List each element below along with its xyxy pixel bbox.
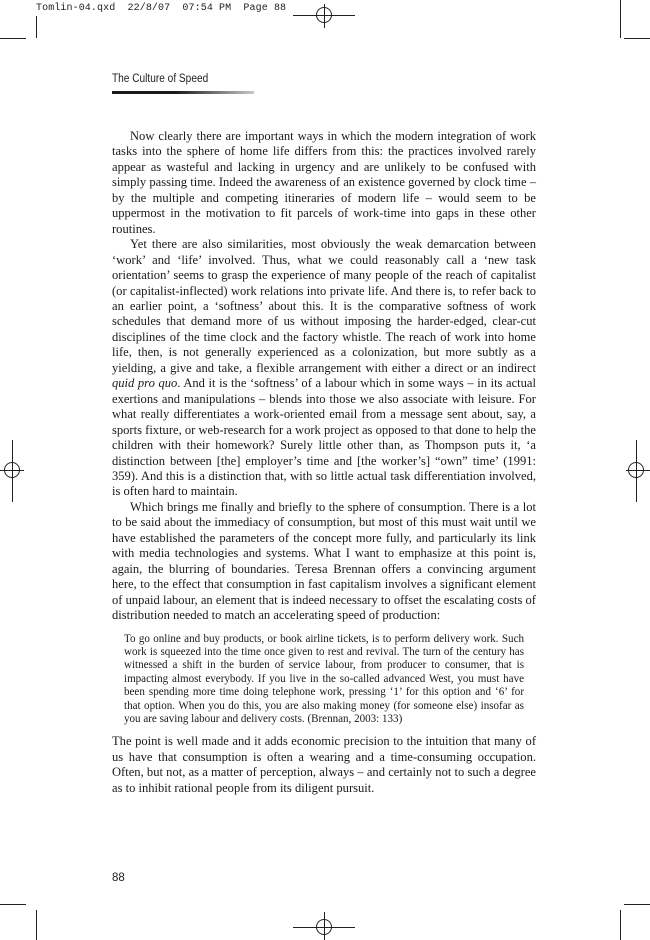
block-quote: To go online and buy products, or book airline tickets, is to perform delivery work. Such work is squeezed into the time once given to rest and revival. The turn of the century has witnessed a shift in the burden of service labour, from producer to consumer, that is impacting almost everybody. If you live in the so-called advanced West, you must have been spending more time doing telephone work, pressing ‘1’ for this option and ‘6’ for that option. When you do this, you are also making money (for someone else) insofar as you are saving labour and delivery costs. (Brennan, 2003: 133) bbox=[124, 632, 524, 725]
running-head-rule bbox=[112, 91, 254, 94]
paragraph-3: Which brings me finally and briefly to the sphere of consumption. There is a lot to be said about the immediacy of consumption, but most of this must wait until we have established the parameters of the concept more fully, and particularly its link with media technologies and systems. What I want to emphasize at this point is, again, the blurring of boundaries. Teresa Brennan offers a convincing argument here, to the effect that consumption in fast capitalism involves a significant element of unpaid labour, an element that is indeed necessary to offset the escalating costs of distribution needed to match an accelerating speed of production: bbox=[112, 499, 536, 623]
crop-mark-bottom-right-vertical bbox=[620, 910, 621, 940]
paragraph-2-text-b: . And it is the ‘softness’ of a labour which in some ways – in its actual exertions and manipulations – blends into those we also associate with leisure. For what really differentiates a work-oriented email from a message sent about, say, a sports fixture, or web-research for a work project as opposed to that done to help the children with their homework? Surely little other than, as Thompson puts it, ‘a distinction between [the] employer’s time and [the worker’s] “own” time’ (1991: 359). And this is a distinction that, with so little actual task differentiation involved, is often hard to maintain. bbox=[112, 376, 536, 499]
running-head: The Culture of Speed bbox=[112, 73, 209, 85]
crop-mark-top-left-horizontal bbox=[0, 38, 26, 39]
crop-mark-top-left-vertical bbox=[36, 16, 37, 38]
printer-slug: Tomlin-04.qxd 22/8/07 07:54 PM Page 88 bbox=[36, 3, 287, 14]
paragraph-1: Now clearly there are important ways in which the modern integration of work tasks into the sphere of home life differs from this: the practices involved rarely appear as wasteful and lacking in urgency and are unlikely to be confused with simply passing time. Indeed the awareness of an existence governed by clock time – by the multiple and competing itineraries of modern life – would seem to be uppermost in the motivation to fit parcels of work-time into gaps in these other routines. bbox=[112, 129, 536, 236]
crop-mark-top-right-horizontal bbox=[624, 38, 650, 39]
crop-mark-bottom-left-vertical bbox=[36, 910, 37, 940]
registration-target-top-icon bbox=[316, 7, 332, 23]
registration-target-bottom-icon bbox=[316, 919, 332, 935]
page-number: 88 bbox=[112, 872, 125, 884]
closing-paragraph: The point is well made and it adds economic precision to the intuition that many of us have that consumption is often a wearing and a time-consuming occupation. Often, but not, as a matter of perception, always – and certainly not to such a degree as to inhibit rational people from its diligent pursuit. bbox=[112, 734, 536, 795]
paragraph-2 bbox=[112, 237, 536, 500]
crop-mark-bottom-right-horizontal bbox=[624, 904, 650, 905]
crop-mark-top-right-vertical bbox=[620, 0, 621, 38]
paragraph-2-italic: quid pro quo bbox=[112, 376, 178, 391]
body-text bbox=[112, 129, 536, 796]
paragraph-2-text-a: Yet there are also similarities, most obviously the weak demarcation between ‘work’ and ‘life’ involved. Thus, what we could reasonably call a ‘new task orientation’ seems to grasp the experience of many people of the reach of capitalist (or capitalist-inflected) work relations into private life. And there is, to refer back to an earlier point, a ‘softness’ about this. It is the comparative softness of work schedules that demand more of us without imposing the harder-edged, clear-cut disciplines of the time clock and the factory whistle. The reach of work into home life, then, is not generally experienced as a colonization, but more subtly as a yielding, a give and take, a flexible arrangement with either a direct or an indirect bbox=[112, 237, 536, 375]
crop-mark-bottom-left-horizontal bbox=[0, 904, 26, 905]
registration-target-right-icon bbox=[628, 462, 644, 478]
registration-target-left-icon bbox=[4, 462, 20, 478]
